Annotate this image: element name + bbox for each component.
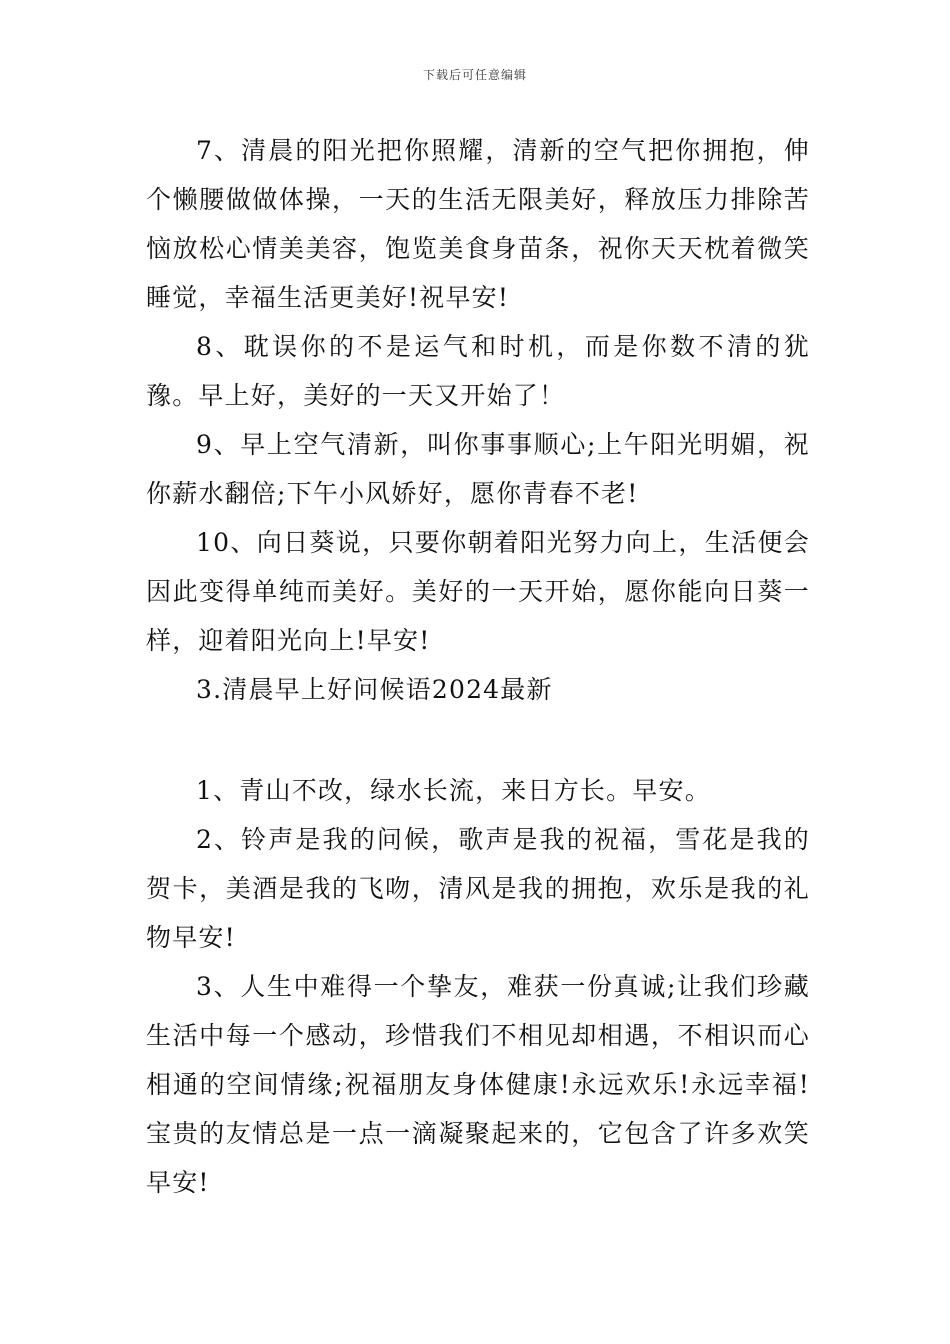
paragraph-item-9: 9、早上空气清新，叫你事事顺心;上午阳光明媚，祝你薪水翻倍;下午小风娇好，愿你青春不老! (146, 430, 810, 508)
paragraph-item-10: 10、向日葵说，只要你朝着阳光努力向上，生活便会因此变得单纯而美好。美好的一天开始，愿你能向日葵一样，迎着阳光向上!早安! (146, 528, 810, 655)
header-note: 下载后可任意编辑 (422, 68, 527, 82)
document-body (146, 126, 810, 1207)
section-heading: 3.清晨早上好问候语2024最新 (196, 675, 553, 704)
paragraph-item-1: 1、青山不改，绿水长流，来日方长。早安。 (196, 776, 711, 805)
paragraph-item-7: 7、清晨的阳光把你照耀，清新的空气把你拥抱，伸个懒腰做做体操，一天的生活无限美好，释放压力排除苦恼放松心情美美容，饱览美食身苗条，祝你天天枕着微笑睡觉，幸福生活更美好!祝早安! (146, 136, 810, 312)
paragraph-item-2: 2、铃声是我的问候，歌声是我的祝福，雪花是我的贺卡，美酒是我的飞吻，清风是我的拥抱，欢乐是我的礼物早安! (146, 825, 810, 952)
paragraph-item-3: 3、人生中难得一个挚友，难获一份真诚;让我们珍藏生活中每一个感动，珍惜我们不相见却相遇，不相识而心相通的空间情缘;祝福朋友身体健康!永远欢乐!永远幸福!宝贵的友情总是一点一滴凝聚起来的，它包含了许多欢笑早安! (146, 972, 810, 1197)
paragraph-item-8: 8、耽误你的不是运气和时机，而是你数不清的犹豫。早上好，美好的一天又开始了！ (146, 332, 810, 410)
